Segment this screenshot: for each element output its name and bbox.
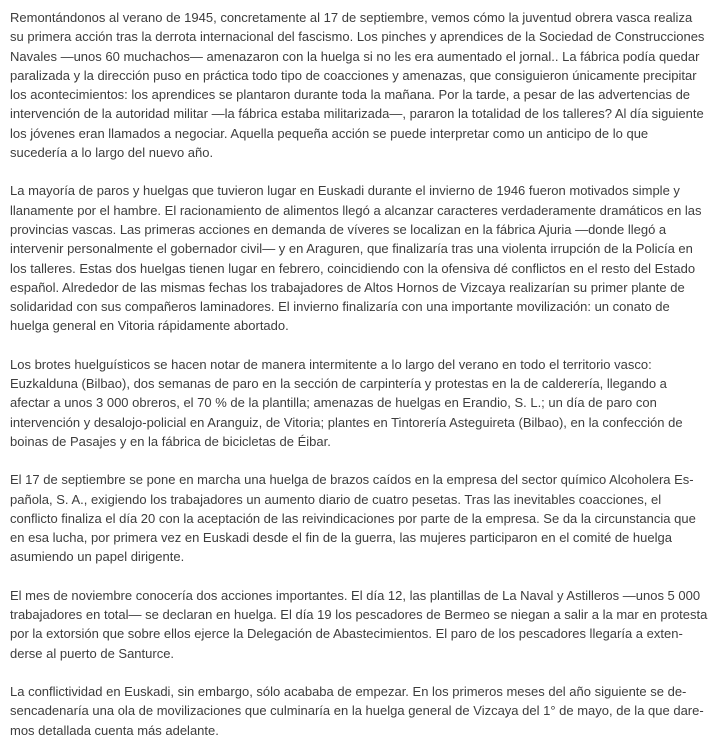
paragraph-5: El mes de noviembre conocería dos acciones importantes. El día 12, las plantillas de La Naval y Astilleros —unos 5 000 trabajadores en total— se declaran en huelga. El día 19 los pescadores de Bermeo se niegan a salir a la mar en protesta por la extorsión que sobre ellos ejerce la Delegación de Abastecimientos. El paro de los pescadores llegaría a exten-derse al puerto de Santurce. (10, 587, 708, 661)
paragraph-4: El 17 de septiembre se pone en marcha una huelga de brazos caídos en la empresa del sector químico Alcoholera Es-pañola, S. A., exigiendo los trabajadores un aumento diario de cuatro pesetas. Tras las inevitables coacciones, el conflicto finaliza el día 20 con la aceptación de las reivindicaciones por parte de la empresa. Se da la circunstancia que en esa lucha, por primera vez en Euskadi desde el fin de la guerra, las mujeres participaron en el comité de huelga asumiendo un papel dirigente. (10, 472, 696, 565)
paragraph-6: La conflictividad en Euskadi, sin embargo, sólo acababa de empezar. En los primeros meses del año siguiente se de-sencadenaría una ola de movilizaciones que culminaría en la huelga general de Vizcaya del 1° de mayo, de la que dare-mos detallada cuenta más adelante. (10, 683, 704, 738)
paragraph-1: Remontándonos al verano de 1945, concretamente al 17 de septiembre, vemos cómo la juventud obrera vasca realiza su primera acción tras la derrota internacional del fascismo. Los pinches y aprendices de la Sociedad de Construcciones Navales —unos 60 muchachos— amenazaron con la huelga si no les era aumentado el jornal.. La fábrica podía quedar paralizada y la dirección puso en práctica todo tipo de coacciones y amenazas, que consiguieron únicamente precipitar los acontecimientos: los aprendices se plantaron durante toda la mañana. Por la tarde, a pesar de las advertencias de intervención de la autoridad militar —la fábrica estaba militarizada—, pararon la totalidad de los talleres? Al día siguiente los jóvenes eran llamados a negociar. Aquella pequeña acción se puede interpretar como un anticipo de lo que sucedería a lo largo del nuevo año. (10, 10, 705, 161)
paragraph-3: Los brotes huelguísticos se hacen notar de manera intermitente a lo largo del verano en todo el territorio vasco: Euzkalduna (Bilbao), dos semanas de paro en la sección de carpintería y protestas en la de calderería, llegando a afectar a unos 3 000 obreros, el 70 % de la plantilla; amenazas de huelgas en Erandio, S. L.; un día de paro con intervención y desalojo-policial en Aranguiz, de Vitoria; plantes en Tintorería Asteguireta (Bilbao), en la confección de boinas de Pasajes y en la fábrica de bicicletas de Éibar. (10, 356, 683, 449)
paragraph-2: La mayoría de paros y huelgas que tuvieron lugar en Euskadi durante el invierno de 1946 fueron motivados simple y llanamente por el hambre. El racionamiento de alimentos llegó a alcanzar caracteres verdaderamente dramáticos en las provincias vascas. Las primeras acciones en demanda de víveres se localizan en la fábrica Ajuria —donde llegó a intervenir personalmente el gobernador civil— y en Araguren, que finalizaría tras una violenta irrupción de la Policía en los talleres. Estas dos huelgas tienen lugar en febrero, coincidiendo con la ofensiva dé conflictos en el resto del Estado español. Alrededor de las mismas fechas los trabajadores de Altos Hornos de Vizcaya realizarían su primer plante de solidaridad con sus compañeros laminadores. El invierno finalizaría con una importante movilización: un conato de huelga general en Vitoria rápidamente abortado. (10, 183, 702, 334)
